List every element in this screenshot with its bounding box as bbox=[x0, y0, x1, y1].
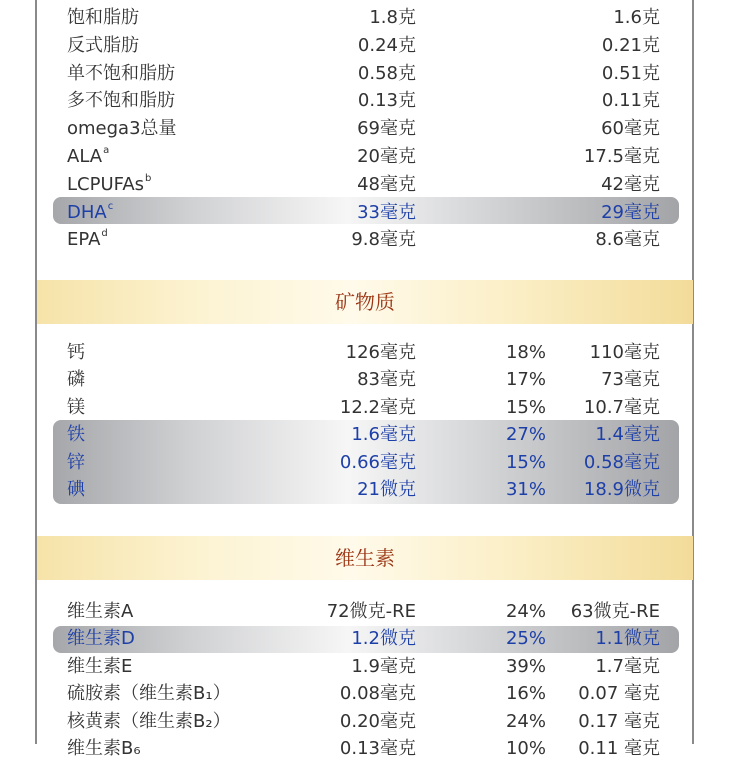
nutrient-name bbox=[67, 32, 139, 59]
value-per-100g: 0.58克 bbox=[357, 62, 416, 84]
vitamins-row bbox=[0, 598, 730, 625]
fats-row bbox=[0, 171, 730, 198]
value-per-100kcal: 1.1微克 bbox=[595, 628, 660, 650]
value-per-100g: 0.24克 bbox=[357, 34, 416, 56]
value-per-100kcal: 110毫克 bbox=[589, 342, 660, 363]
nutrient-name bbox=[67, 366, 85, 393]
value-per-100g: 0.66毫克 bbox=[339, 451, 416, 473]
fats-row bbox=[0, 60, 730, 87]
nutrient-name-text: 锌 bbox=[67, 451, 85, 473]
value-per-100kcal: 0.21克 bbox=[601, 34, 660, 56]
minerals-section-title: 矿物质 bbox=[335, 290, 395, 314]
value-per-100g: 126毫克 bbox=[345, 342, 416, 363]
nutrient-name-text: EPA bbox=[67, 229, 101, 251]
fats-row bbox=[0, 115, 730, 142]
nutrient-name bbox=[67, 115, 177, 142]
value-per-100g: 0.08毫克 bbox=[339, 683, 416, 705]
nutrient-name bbox=[67, 60, 175, 87]
vitamins-section-header bbox=[37, 536, 693, 580]
nutrient-name bbox=[67, 171, 151, 198]
value-per-100g: 12.2毫克 bbox=[339, 396, 416, 418]
footnote-marker: c bbox=[107, 200, 114, 212]
vitamins-section-title: 维生素 bbox=[335, 546, 395, 570]
value-per-100g: 1.6毫克 bbox=[351, 424, 416, 446]
nutrient-name-text: 镁 bbox=[67, 396, 85, 418]
value-per-100kcal: 8.6毫克 bbox=[595, 229, 660, 251]
nutrient-name bbox=[67, 226, 108, 253]
value-per-100g: 0.20毫克 bbox=[339, 710, 416, 732]
nrv-percent: 10% bbox=[505, 738, 546, 759]
value-per-100kcal: 0.11克 bbox=[601, 90, 660, 112]
nutrient-name bbox=[67, 708, 231, 735]
nrv-percent: 17% bbox=[505, 369, 546, 391]
minerals-row bbox=[0, 449, 730, 476]
value-per-100kcal: 18.9微克 bbox=[583, 479, 660, 500]
nutrient-name-text: 碘 bbox=[67, 479, 85, 500]
vitamins-row bbox=[0, 653, 730, 680]
value-per-100g: 1.8克 bbox=[369, 7, 416, 28]
value-per-100g: 9.8毫克 bbox=[351, 229, 416, 251]
value-per-100g: 69毫克 bbox=[357, 118, 416, 140]
nutrient-name-text: 核黄素（维生素B₂） bbox=[67, 710, 231, 732]
minerals-row bbox=[0, 366, 730, 393]
value-per-100kcal: 17.5毫克 bbox=[583, 146, 660, 167]
value-per-100kcal: 29毫克 bbox=[601, 201, 660, 223]
value-per-100kcal: 1.4毫克 bbox=[595, 424, 660, 446]
nrv-percent: 31% bbox=[505, 479, 546, 500]
nutrient-name bbox=[67, 394, 85, 421]
nutrient-name-text: 反式脂肪 bbox=[67, 34, 139, 56]
value-per-100g: 0.13毫克 bbox=[339, 738, 416, 759]
value-per-100kcal: 73毫克 bbox=[601, 369, 660, 391]
nutrient-name-text: 饱和脂肪 bbox=[67, 7, 139, 28]
nutrient-name bbox=[67, 143, 109, 170]
nutrient-name bbox=[67, 680, 231, 707]
footnote-marker: d bbox=[101, 228, 108, 240]
nutrient-name-text: 硫胺素（维生素B₁） bbox=[67, 683, 231, 705]
value-per-100kcal: 60毫克 bbox=[601, 118, 660, 140]
value-per-100kcal: 0.58毫克 bbox=[583, 451, 660, 473]
footnote-marker: a bbox=[103, 145, 110, 156]
nutrient-name-text: 磷 bbox=[67, 369, 85, 391]
value-per-100g: 1.2微克 bbox=[351, 628, 416, 650]
nrv-percent: 24% bbox=[505, 710, 546, 732]
nutrient-name bbox=[67, 4, 139, 31]
minerals-row bbox=[0, 394, 730, 421]
value-per-100g: 48毫克 bbox=[357, 173, 416, 195]
nutrient-name-text: 维生素D bbox=[67, 628, 135, 650]
value-per-100kcal: 42毫克 bbox=[601, 173, 660, 195]
nrv-percent: 25% bbox=[505, 628, 546, 650]
nutrient-name-text: DHA bbox=[67, 201, 107, 223]
value-per-100kcal: 10.7毫克 bbox=[583, 396, 660, 418]
fats-row bbox=[0, 87, 730, 114]
value-per-100g: 83毫克 bbox=[357, 369, 416, 391]
nrv-percent: 18% bbox=[505, 342, 546, 363]
fats-row bbox=[0, 199, 730, 226]
nutrient-name bbox=[67, 449, 85, 476]
value-per-100g: 33毫克 bbox=[357, 201, 416, 223]
nutrient-name-text: ALA bbox=[67, 146, 103, 167]
value-per-100kcal: 0.17 毫克 bbox=[578, 710, 660, 732]
nutrient-name-text: LCPUFAs bbox=[67, 173, 145, 195]
nrv-percent: 39% bbox=[505, 655, 546, 677]
value-per-100kcal: 1.6克 bbox=[613, 7, 660, 28]
nutrient-name bbox=[67, 598, 133, 625]
value-per-100g: 0.13克 bbox=[357, 90, 416, 112]
vitamins-row bbox=[0, 625, 730, 652]
nutrient-name bbox=[67, 339, 85, 366]
value-per-100g: 20毫克 bbox=[357, 146, 416, 167]
minerals-row bbox=[0, 476, 730, 503]
value-per-100g: 21微克 bbox=[357, 479, 416, 500]
nutrient-name-text: 铁 bbox=[67, 424, 85, 446]
fats-row bbox=[0, 226, 730, 253]
nutrient-name bbox=[67, 653, 132, 680]
nutrient-name-text: 单不饱和脂肪 bbox=[67, 62, 175, 84]
fats-row bbox=[0, 4, 730, 31]
footnote-marker: b bbox=[145, 172, 152, 184]
nutrient-name-text: 维生素A bbox=[67, 601, 134, 622]
value-per-100kcal: 63微克-RE bbox=[570, 601, 660, 622]
nutrient-name bbox=[67, 735, 141, 762]
nutrient-name-text: 维生素E bbox=[67, 655, 133, 677]
minerals-row bbox=[0, 339, 730, 366]
nutrient-name bbox=[67, 199, 113, 226]
vitamins-row bbox=[0, 708, 730, 735]
nutrient-name-text: 多不饱和脂肪 bbox=[67, 90, 175, 112]
nutrient-name bbox=[67, 421, 85, 448]
nutrient-name-text: omega3总量 bbox=[67, 118, 177, 140]
fats-row bbox=[0, 143, 730, 170]
minerals-row bbox=[0, 421, 730, 448]
minerals-section-header bbox=[37, 280, 693, 324]
vitamins-row bbox=[0, 735, 730, 762]
fats-row bbox=[0, 32, 730, 59]
nrv-percent: 27% bbox=[505, 424, 546, 446]
value-per-100g: 1.9毫克 bbox=[351, 655, 416, 677]
nutrient-name-text: 钙 bbox=[67, 342, 85, 363]
nrv-percent: 24% bbox=[505, 601, 546, 622]
nutrient-name bbox=[67, 476, 85, 503]
nutrient-name bbox=[67, 625, 135, 652]
value-per-100kcal: 0.51克 bbox=[601, 62, 660, 84]
nrv-percent: 15% bbox=[505, 451, 546, 473]
nutrient-name bbox=[67, 87, 175, 114]
value-per-100kcal: 0.11 毫克 bbox=[578, 738, 660, 759]
value-per-100g: 72微克-RE bbox=[326, 601, 416, 622]
nutrient-name-text: 维生素B₆ bbox=[67, 738, 141, 759]
nrv-percent: 16% bbox=[505, 683, 546, 705]
vitamins-row bbox=[0, 680, 730, 707]
value-per-100kcal: 0.07 毫克 bbox=[578, 683, 660, 705]
nrv-percent: 15% bbox=[505, 396, 546, 418]
value-per-100kcal: 1.7毫克 bbox=[595, 655, 660, 677]
